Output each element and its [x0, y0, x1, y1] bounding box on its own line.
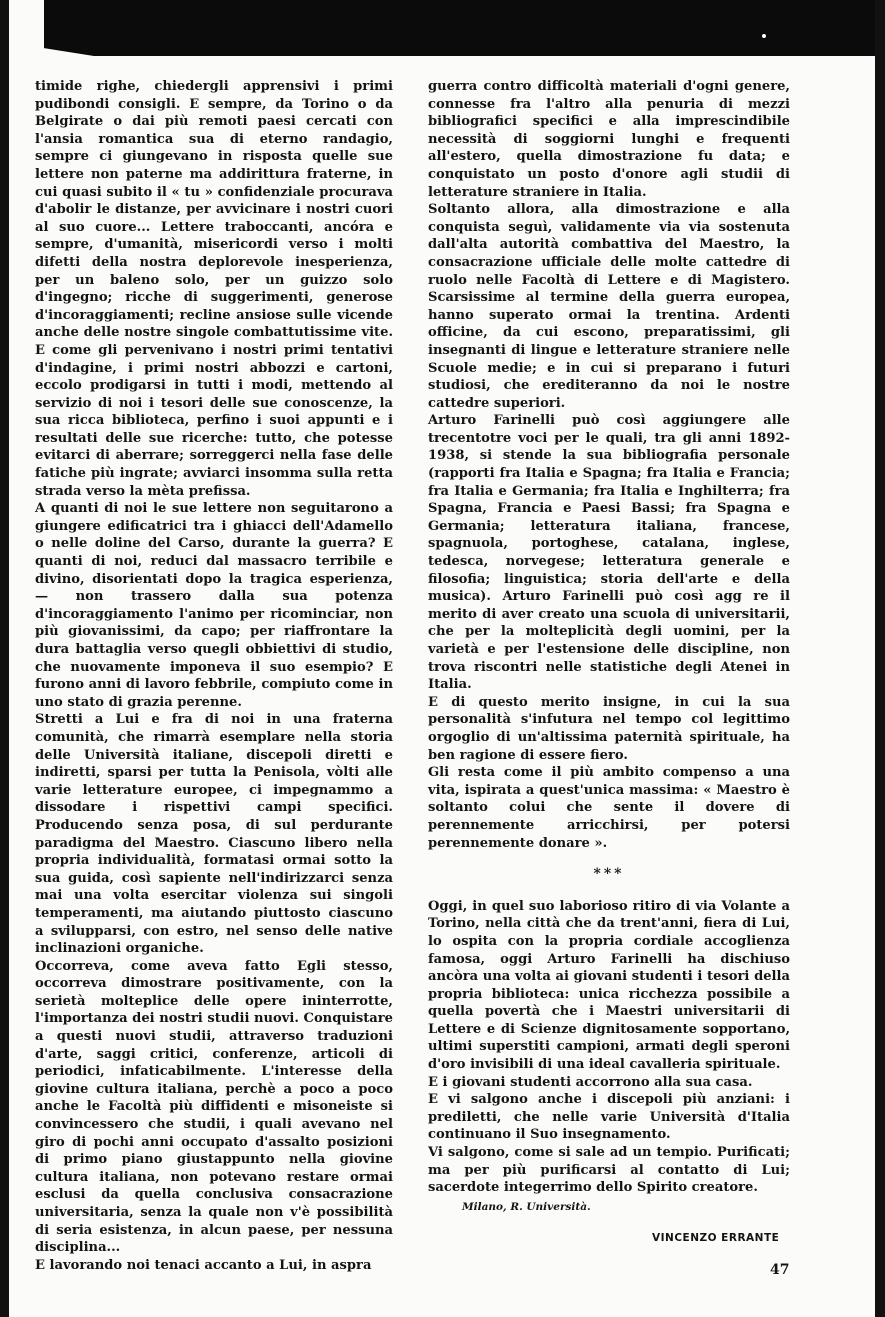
- paragraph: Occorreva, come aveva fatto Egli stesso, occorreva dimostrare positivamente, con la serietà molteplice delle opere ininterrotte, l'importanza dei nostri studii nuovi. Conquistare a questi nuovi studii, attraverso traduzioni d'arte, saggi critici, conferenze, articoli di periodici, infaticabilmente. L'interesse della giovine cultura italiana, perchè a poco a poco anche le Facoltà più diffidenti e misoneiste si convincessero che studii, i quali avevano nel giro di pochi anni occupato d'assalto posizioni di primo piano giustappunto nella giovine cultura italiana, non potevano restare ormai esclusi da quella conclusiva consacrazione universitaria, senza la quale non v'è possibilità di seria esistenza, in alcun paese, per nessuna disciplina...: [35, 958, 393, 1256]
- author-signature: VINCENZO ERRANTE: [652, 1232, 780, 1244]
- right-text-column: [428, 78, 790, 1197]
- paragraph: timide righe, chiedergli apprensivi i primi pudibondi consigli. E sempre, da Torino o da Belgirate o dai più remoti paesi cercati con l'ansia romantica sua di eterno randagio, sempre ci giungevano in risposta quelle sue lettere non paterne ma addirittura fraterne, in cui quasi subito il « tu » confidenziale procurava d'abolir le distanze, per avvicinare i nostri cuori al suo cuore... Lettere traboccanti, ancóra e sempre, d'umanità, misericordi verso i molti difetti della nostra deplorevole inesperienza, per un baleno solo, per un guizzo solo d'ingegno; ricche di suggerimenti, generose d'incoraggiamenti; recline ansiose sulle vicende anche delle nostre singole combattutissime vite. E come gli pervenivano i nostri primi tentativi d'indagine, i primi nostri abbozzi e cartoni, eccolo prodigarsi in tutti i modi, mettendo al servizio di noi i tesori delle sue conoscenze, la sua ricca biblioteca, perfino i suoi appunti e i resultati delle sue ricerche: tutto, che potesse evitarci di aberrare; sorreggerci nella fase delle fatiche più ingrate; avviarci insomma sulla retta strada verso la mèta prefissa.: [35, 79, 393, 499]
- scan-speck: [762, 34, 766, 38]
- paragraph: guerra contro difficoltà materiali d'ogni genere, connesse fra l'altro alla penuria di mezzi bibliografici specifici e alla imprescindibile necessità di soggiorni lunghi e frequenti all'estero, quella dimostrazione fu data; e conquistato un posto d'onore agli studii di letterature straniere in Italia.: [428, 79, 790, 200]
- scan-right-edge: [875, 0, 885, 1317]
- paragraph: A quanti di noi le sue lettere non seguitarono a giungere edificatrici tra i ghiacci dell'Adamello o nelle doline del Carso, durante la guerra? E quanti di noi, reduci dal massacro terribile e divino, disorientati dopo la tragica esperienza, — non trassero dalla sua potenza d'incoraggiamento l'animo per ricominciar, non più giovanissimi, da capo; per riaffrontare la dura battaglia verso quegli obbiettivi di studio, che nuovamente imponeva il suo esempio? E furono anni di lavoro febbrile, compiuto come in uno stato di grazia perenne.: [35, 501, 393, 710]
- paragraph: Gli resta come il più ambito compenso a una vita, ispirata a quest'unica massima: « Maestro è soltanto colui che sente il dovere di perennemente arricchirsi, per potersi perennemente donare ».: [428, 765, 790, 851]
- left-text-column: [35, 78, 393, 1274]
- page-number: 47: [770, 1262, 790, 1278]
- paragraph: E i giovani studenti accorrono alla sua casa.: [428, 1074, 753, 1090]
- paragraph: Arturo Farinelli può così aggiungere alle trecentotre voci per le quali, tra gli anni 1892-1938, si stende la sua bibliografia personale (rapporti fra Italia e Spagna; fra Italia e Francia; fra Italia e Germania; fra Italia e Inghilterra; fra Spagna, Francia e Paesi Bassi; fra Spagna e Germania; letteratura italiana, francese, spagnuola, portoghese, catalana, inglese, tedesca, norvegese; letteratura generale e filosofia; linguistica; storia dell'arte e della musica). Arturo Farinelli può così agg re il merito di aver creato una scuola di universitarii, che per la molteplicità degli uomini, per la varietà e per l'estensione delle discipline, non trova riscontri nelle statistiche degli Atenei in Italia.: [428, 413, 790, 693]
- paragraph: E vi salgono anche i discepoli più anziani: i prediletti, che nelle varie Università d'Italia continuano il Suo insegnamento.: [428, 1092, 790, 1143]
- paragraph: Stretti a Lui e fra di noi in una fraterna comunità, che rimarrà esemplare nella storia delle Università italiane, discepoli diretti e indiretti, sparsi per tutta la Penisola, vòlti alle varie letterature europee, ci impegnammo a dissodare i rispettivi campi specifici. Producendo senza posa, di sul perdurante paradigma del Maestro. Ciascuno libero nella propria individualità, formatasi ormai sotto la sua guida, così sapiente nell'indirizzarci senza mai una volta esercitar violenza sui singoli temperamenti, ma aiutando piuttosto ciascuno a svilupparsi, con estro, nel senso delle native inclinazioni organiche.: [35, 712, 393, 957]
- paragraph: E di questo merito insigne, in cui la sua personalità s'infutura nel tempo col legittimo orgoglio di un'altissima paternità spirituale, ha ben ragione di essere fiero.: [428, 694, 790, 763]
- paragraph: Oggi, in quel suo laborioso ritiro di via Volante a Torino, nella città che da trent'anni, fiera di Lui, lo ospita con la propria cordiale accoglienza famosa, oggi Arturo Farinelli ha dischiuso ancòra una volta ai giovani studenti i tesori della propria biblioteca: unica ricchezza possibile a quella povertà che i Maestri universitarii di Lettere e di Scienze dignitosamente sopportano, ultimi superstiti campioni, armati degli speroni d'oro invisibili di una ideal cavalleria spirituale.: [428, 898, 790, 1073]
- dateline: Milano, R. Università.: [462, 1201, 591, 1213]
- scan-top-black-band: [44, 0, 875, 56]
- paragraph: Soltanto allora, alla dimostrazione e alla conquista seguì, validamente via via sostenuta dall'alta autorità combattiva del Maestro, la consacrazione ufficiale delle molte cattedre di ruolo nelle Facoltà di Lettere e di Magistero. Scarsissime al termine della guerra europea, hanno superato ormai la trentina. Ardenti officine, da cui escono, preparatissimi, gli insegnanti di lingue e letterature straniere nelle Scuole medie; e in cui si preparano i futuri studiosi, che erediteranno da noi le nostre cattedre superiori.: [428, 202, 790, 411]
- paragraph: E lavorando noi tenaci accanto a Lui, in aspra: [35, 1257, 372, 1273]
- scan-left-edge: [0, 0, 9, 1317]
- section-ornament: ***: [593, 866, 625, 883]
- paragraph: Vi salgono, come si sale ad un tempio. Purificati; ma per più purificarsi al contatto di Lui; sacerdote integerrimo dello Spirito creatore.: [428, 1145, 790, 1196]
